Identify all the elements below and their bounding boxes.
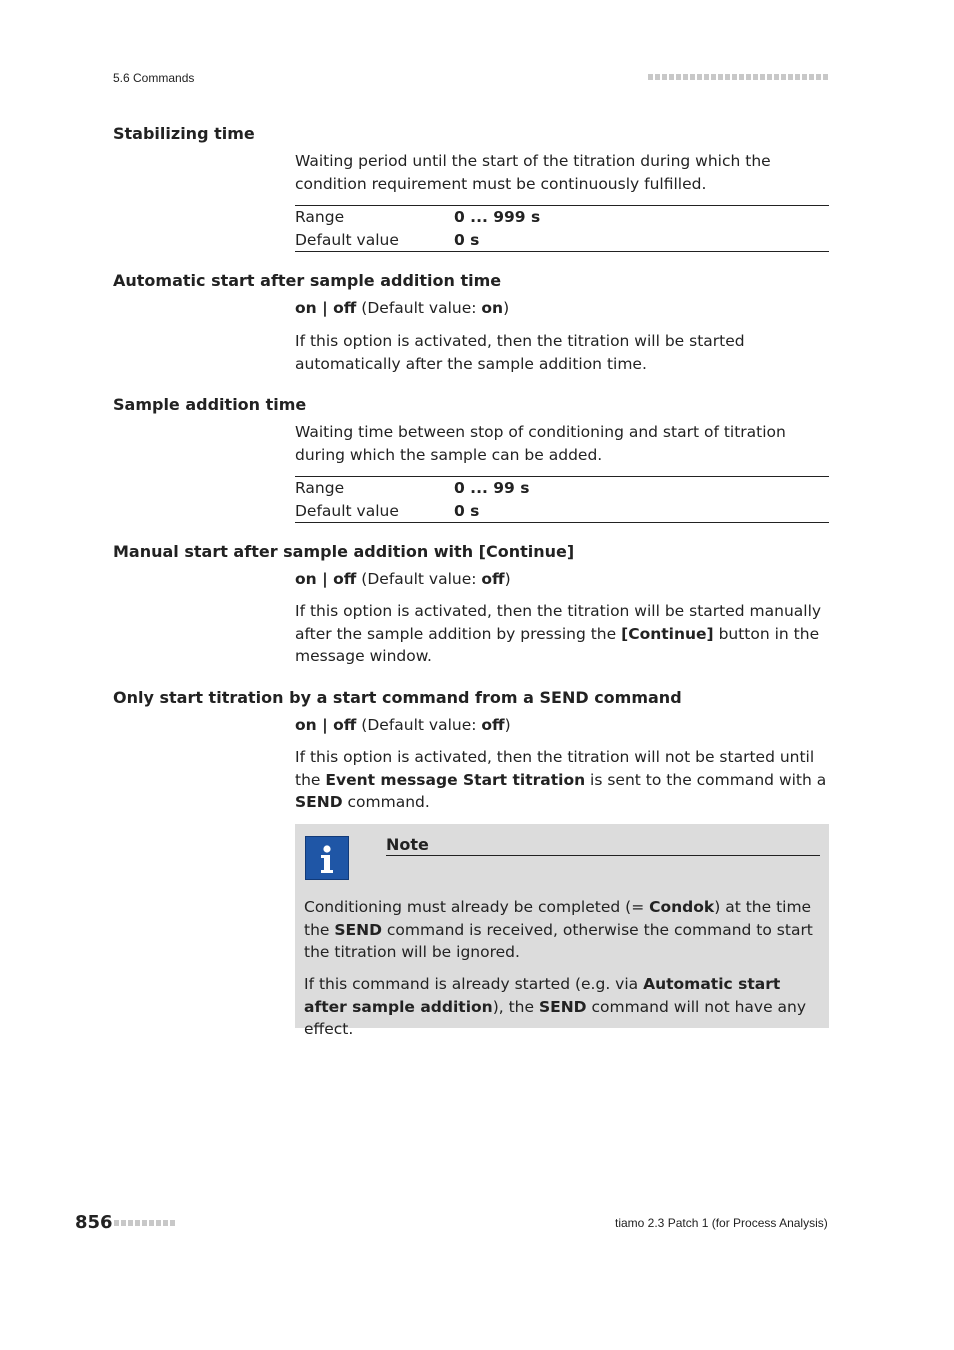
automatic-start-options (295, 297, 829, 320)
note-paragraph-1 (304, 896, 818, 964)
option-separator: | (316, 299, 334, 317)
sample-addition-description: Waiting time between stop of conditioning and start of titration during which the sample can be added. (295, 423, 786, 464)
range-value: 0 ... 999 s (454, 208, 541, 226)
default-suffix: ) (503, 299, 510, 317)
default-suffix: ) (504, 716, 511, 734)
stabilizing-table (295, 205, 829, 252)
heading-sample-addition-time: Sample addition time (113, 395, 307, 414)
note-paragraph-2 (304, 973, 818, 1041)
default-prefix: (Default value: (356, 299, 482, 317)
note-text: ), the (492, 997, 539, 1016)
auto-start-reference: Automatic start after sample addition (304, 975, 781, 1016)
desc-text: command. (342, 793, 430, 811)
desc-text: button in the message window. (295, 624, 820, 665)
note-text: command is received, otherwise the command to start the titration will be ignored. (304, 920, 813, 961)
default-prefix: (Default value: (356, 716, 482, 734)
desc-text: If this option is activated, then the titration will be started manually after the sample addition by pressing the (295, 602, 822, 643)
send-reference: SEND (538, 997, 587, 1016)
range-value: 0 ... 99 s (454, 479, 530, 497)
default-label: Default value (295, 230, 399, 249)
desc-text: If this option is activated, then the titration will not be started until the (295, 748, 815, 789)
stabilizing-description: Waiting period until the start of the titration during which the condition requirement must be continuously fulfilled. (295, 152, 771, 193)
heading-send-start: Only start titration by a start command from a SEND command (113, 688, 682, 707)
default-value: off (481, 716, 505, 734)
info-icon (305, 836, 349, 880)
product-name: tiamo 2.3 Patch 1 (for Process Analysis) (615, 1216, 828, 1230)
heading-manual-start: Manual start after sample addition with [Continue] (113, 542, 575, 561)
send-reference: SEND (295, 793, 343, 811)
running-header-section: 5.6 Commands (113, 71, 195, 85)
header-decoration (648, 74, 829, 81)
condok-reference: Condok (649, 898, 715, 916)
option-on: on (295, 570, 317, 588)
page-number: 856 (75, 1212, 113, 1233)
option-off: off (333, 570, 357, 588)
manual-start-options (295, 568, 829, 591)
note-text: If this command is already started (e.g. via (304, 975, 644, 993)
default-prefix: (Default value: (356, 570, 482, 588)
default-value: 0 s (454, 230, 480, 249)
send-start-options (295, 714, 829, 737)
continue-reference: [Continue] (621, 624, 714, 643)
option-separator: | (316, 570, 334, 588)
default-label: Default value (295, 501, 399, 520)
sample-addition-table (295, 476, 829, 523)
default-value: off (481, 570, 505, 588)
heading-automatic-start: Automatic start after sample addition time (113, 271, 502, 290)
range-label: Range (295, 479, 345, 497)
option-off: off (333, 299, 357, 317)
desc-text: is sent to the command with a (585, 770, 827, 789)
automatic-start-description: If this option is activated, then the titration will be started automatically after the sample addition time. (295, 332, 745, 373)
event-message-reference: Event message Start titration (325, 770, 586, 789)
option-off: off (333, 716, 357, 734)
send-start-description (295, 746, 829, 814)
note-box (295, 824, 829, 1038)
default-value: on (481, 299, 504, 317)
heading-stabilizing-time: Stabilizing time (113, 124, 255, 143)
note-title: Note (386, 835, 820, 856)
note-text: command will not have any effect. (304, 997, 807, 1038)
send-reference: SEND (334, 920, 382, 939)
range-label: Range (295, 208, 345, 226)
manual-start-description (295, 600, 829, 668)
note-text: Conditioning must already be completed (= (304, 898, 650, 916)
default-value: 0 s (454, 501, 480, 520)
option-separator: | (316, 716, 334, 734)
footer-decoration (114, 1220, 175, 1226)
option-on: on (295, 299, 317, 317)
option-on: on (295, 716, 317, 734)
note-text: ) at the time the (304, 898, 812, 939)
default-suffix: ) (504, 570, 511, 588)
